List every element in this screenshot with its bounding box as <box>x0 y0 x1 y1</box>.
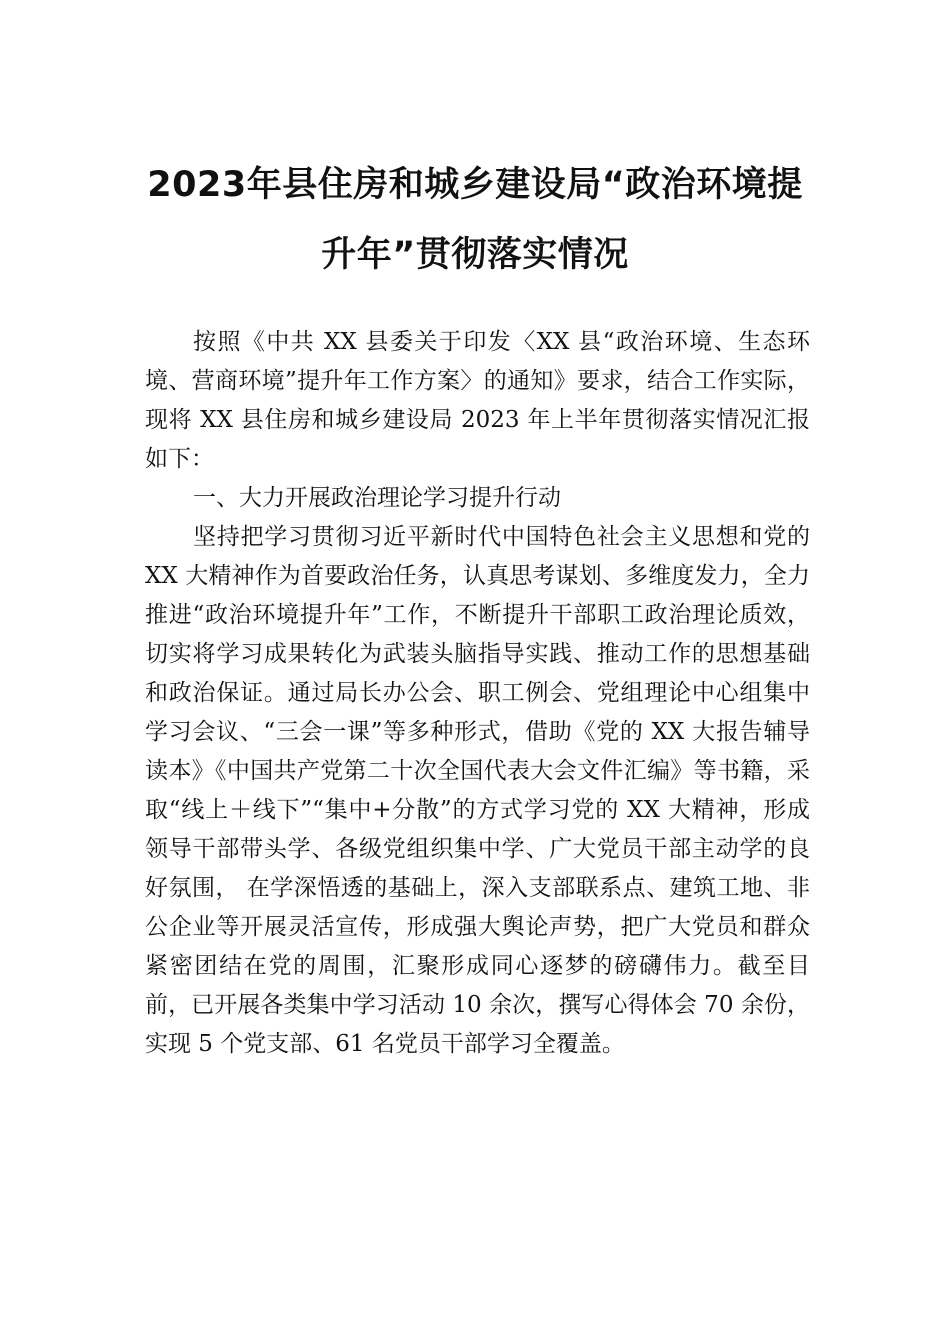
section-1-paragraph: 坚持把学习贯彻习近平新时代中国特色社会主义思想和党的 XX 大精神作为首要政治任务，认真思考谋划、多维度发力，全力推进“政治环境提升年”工作，不断提升干部职工政治理论质效，切实将学习成果转化为武装头脑指导实践、推动工作的思想基础和政治保证。通过局长办公会、职工例会、党组理论中心组集中学习会议、“三会一课”等多种形式，借助《党的 XX 大报告辅导读本》《中国共产党第二十次全国代表大会文件汇编》等书籍，采取“线上＋线下”“集中+分散”的方式学习党的 XX 大精神，形成领导干部带头学、各级党组织集中学、广大党员干部主动学的良好氛围， 在学深悟透的基础上，深入支部联系点、建筑工地、非公企业等开展灵活宣传，形成强大舆论声势，把广大党员和群众紧密团结在党的周围，汇聚形成同心逐梦的磅礴伟力。截至目前，已开展各类集中学习活动 10 余次，撰写心得体会 70 余份，实现 5 个党支部、61 名党员干部学习全覆盖。 <box>145 524 810 1057</box>
section-1-heading: 一、大力开展政治理论学习提升行动 <box>193 485 561 511</box>
document-title-line-2: 升年”贯彻落实情况 <box>321 235 629 275</box>
document-title <box>130 150 820 290</box>
document-title-line-1: 2023年县住房和城乡建设局“政治环境提 <box>147 165 803 205</box>
intro-paragraph: 按照《中共 XX 县委关于印发〈XX 县“政治环境、生态环境、营商环境”提升年工作方案〉的通知》要求，结合工作实际，现将 XX 县住房和城乡建设局 2023 年上半年贯彻落实情况汇报如下： <box>145 329 810 472</box>
document-body <box>145 323 810 1064</box>
